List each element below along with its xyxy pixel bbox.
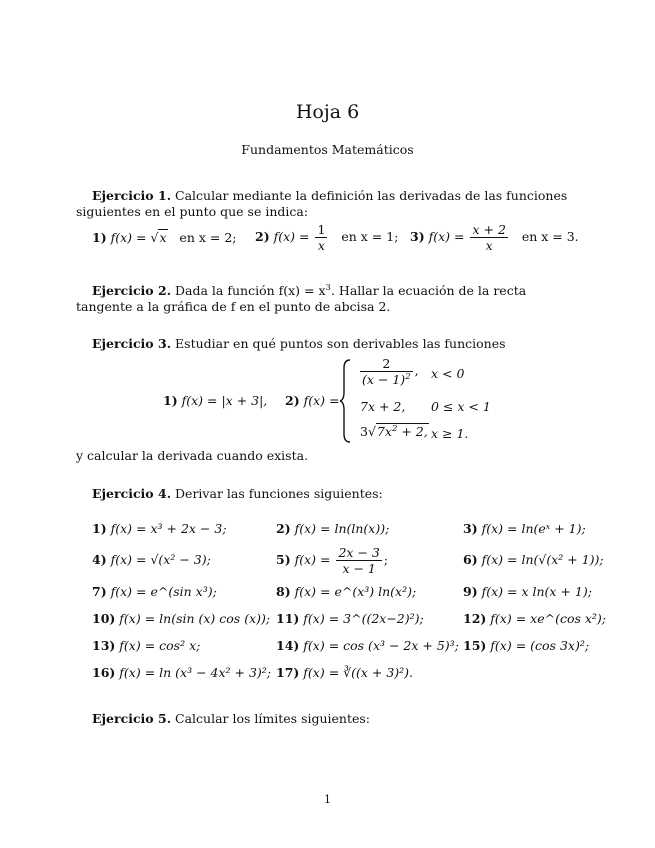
exercise-1-text: Calcular mediante la definición las derivadas de las funciones siguientes en el punto que se indica: bbox=[76, 188, 568, 219]
case-2-expression: 7x + 2, bbox=[360, 399, 406, 414]
derivative-item-4: 4) f(x) = √(x² − 3); bbox=[92, 552, 211, 567]
left-brace-icon bbox=[338, 358, 354, 444]
derivative-item-5: 5) f(x) = $\frac{2x - 3}{x - 1}$ ; bbox=[276, 545, 389, 576]
exercise-3-statement: Ejercicio 3. Estudiar en qué puntos son derivables las funciones bbox=[92, 336, 506, 351]
exercise-1-item-1: 1) f(x) = √x en x = 2; bbox=[92, 230, 237, 245]
case-1-expression: $\frac{2}{(x - 1)^2}$ , bbox=[362, 356, 419, 387]
derivative-item-11: 11) f(x) = 3^((2x−2)²); bbox=[276, 611, 424, 626]
exercise-1-statement bbox=[76, 188, 586, 220]
exercise-3-item-1: 1) f(x) = |x + 3|, bbox=[163, 393, 268, 408]
exercise-4-statement: Ejercicio 4. Derivar las funciones siguientes: bbox=[92, 486, 383, 501]
derivative-item-2: 2) f(x) = ln(ln(x)); bbox=[276, 521, 390, 536]
sqrt-symbol: √x bbox=[150, 230, 167, 245]
exercise-5-label: Ejercicio 5. bbox=[92, 711, 172, 726]
case-1-condition: x < 0 bbox=[431, 366, 465, 381]
exercise-4-label: Ejercicio 4. bbox=[92, 486, 172, 501]
derivative-item-17: 17) f(x) = ∛((x + 3)²). bbox=[276, 665, 414, 680]
derivative-item-7: 7) f(x) = e^(sin x³); bbox=[92, 584, 217, 599]
derivative-item-9: 9) f(x) = x ln(x + 1); bbox=[463, 584, 592, 599]
derivative-item-13: 13) f(x) = cos² x; bbox=[92, 638, 201, 653]
case-3-expression: $3√7x^2 + 2$, bbox=[360, 424, 428, 439]
page-subtitle: Fundamentos Matemáticos bbox=[241, 142, 414, 157]
exercise-3-followup: y calcular la derivada cuando exista. bbox=[76, 448, 309, 463]
fraction: $\frac{1}{x}$ bbox=[317, 222, 326, 253]
fraction: $\frac{x + 2}{x}$ bbox=[472, 222, 506, 253]
derivative-item-8: 8) f(x) = e^(x³) ln(x²); bbox=[276, 584, 417, 599]
derivative-item-16: 16) f(x) = ln (x³ − 4x² + 3)²; bbox=[92, 665, 272, 680]
derivative-item-12: 12) f(x) = xe^(cos x²); bbox=[463, 611, 607, 626]
exercise-1-label: Ejercicio 1. bbox=[92, 188, 172, 203]
case-3-condition: x ≥ 1. bbox=[431, 426, 469, 441]
derivative-item-10: 10) f(x) = ln(sin (x) cos (x)); bbox=[92, 611, 271, 626]
exercise-2-label: Ejercicio 2. bbox=[92, 283, 172, 298]
derivative-item-6: 6) f(x) = ln(√(x² + 1)); bbox=[463, 552, 604, 567]
exercise-1-item-2: 2) f(x) = $\frac{1}{x}$ en x = 1; bbox=[255, 222, 399, 253]
derivative-item-1: 1) f(x) = x³ + 2x − 3; bbox=[92, 521, 227, 536]
exercise-2-statement: Ejercicio 2. Dada la función $f(x) = x^3$. Hallar la ecuación de la recta tangente a la gráfica de f en el punto de abcisa 2. bbox=[76, 283, 527, 314]
page-number: 1 bbox=[324, 793, 331, 806]
exercise-3-label: Ejercicio 3. bbox=[92, 336, 172, 351]
derivative-item-14: 14) f(x) = cos (x³ − 2x + 5)³; bbox=[276, 638, 459, 653]
exercise-3-item-2: 2) f(x) = bbox=[285, 393, 340, 408]
exercise-1-item-3: 3) f(x) = $\frac{x + 2}{x}$ en x = 3. bbox=[410, 222, 579, 253]
case-2-condition: 0 ≤ x < 1 bbox=[431, 399, 491, 414]
exercise-5-statement: Ejercicio 5. Calcular los límites siguientes: bbox=[92, 711, 371, 726]
derivative-item-3: 3) f(x) = ln(eˣ + 1); bbox=[463, 521, 586, 536]
page-title: Hoja 6 bbox=[295, 101, 360, 123]
derivative-item-15: 15) f(x) = (cos 3x)²; bbox=[463, 638, 590, 653]
